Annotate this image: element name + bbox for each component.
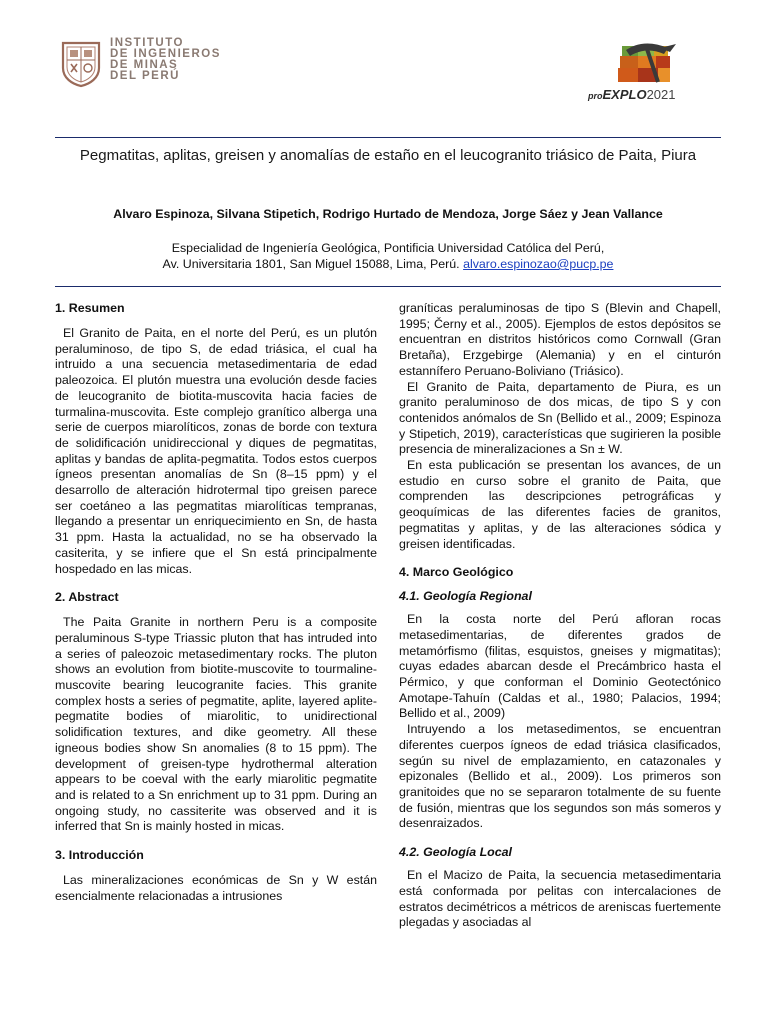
intro-paragraph: En esta publicación se presentan los avances, de un estudio en curso sobre el granito de Paita, que comprenden las descripciones petrográficas y geoquímicas de las diferentes facies de granitos, pegmatitas y aplitas, y de las alteraciones sódica y greisen identificadas.	[399, 458, 721, 551]
intro-paragraph: Las mineralizaciones económicas de Sn y W están esencialmente relacionadas a intrusiones	[55, 873, 377, 903]
institute-name-line: DE INGENIEROS	[110, 48, 221, 60]
section-heading: 4. Marco Geológico	[399, 565, 514, 580]
paper-title: Pegmatitas, aplitas, greisen y anomalías de estaño en el leucogranito triásico de Paita, Piura	[79, 147, 697, 164]
abstract-paragraph: The Paita Granite in northern Peru is a composite peraluminous S-type Triassic pluton that has intruded into a series of paleozoic metasedimentary rocks. The pluton shows an evolution from biotite-muscovite to tourmaline-muscovite bearing leucogranite facies. This granite complex hosts a series of pegmatite, aplite, layered aplite-pegmatite bodies of miarolitic, to unidirectional solidification textures, and dike geometry. All these igneous bodies show Sn anomalies (8 to 15 ppm). The development of greisen-type hydrothermal alteration appears to be coeval with the early miarolitic pegmatite and is related to a Sn enrichment up to 31 ppm. During an ongoing study, no cassiterite was observed and it is inferred that Sn is mainly hosted in micas.	[55, 615, 377, 834]
intro-paragraph: El Granito de Paita, departamento de Piura, es un granito peraluminoso de dos micas, de tipo S y con contenidos anómalos de Sn (Bellido et al., 2009; Espinoza y Stipetich, 2019), características que sugirieren la posible presencia de mineralizaciones a Sn ± W.	[399, 379, 721, 457]
section-heading: 3. Introducción	[55, 848, 144, 863]
section-heading: 1. Resumen	[55, 301, 125, 315]
subsection-heading: 4.1. Geología Regional	[399, 589, 532, 604]
local-paragraph: En el Macizo de Paita, la secuencia metasedimentaria está conformada por pelitas con intercalaciones de estratos decimétricos a métricos de areniscas fuertemente plegadas y asociadas al	[399, 868, 721, 930]
affiliation-line: Especialidad de Ingeniería Geológica, Pontificia Universidad Católica del Perú,	[171, 241, 605, 255]
resumen-paragraph: El Granito de Paita, en el norte del Perú, es un plutón peraluminoso, de tipo S, de edad triásica, el cual ha intruido a una secuencia metasedimentaria de edad paleozoica. El plutón muestra una evolución desde facies de leucogranito de biotita-muscovita hacia facies de turmalina-muscovita. Este complejo granítico alberga una serie de cuerpos miarolíticos, zonas de borde con textura de solidificación unidireccional y diques de pegmatitas, aplitas y bandas de aplita-pegmatita. Todos estos cuerpos ígneos presentan anomalías de Sn (8–15 ppm) y el desarrollo de alteración hidrotermal tipo greisen parece ser coetáneo a las pegmatitas miarolíticas tempranas, llegando a presentar un enriquecimiento en Sn, de hasta 31 ppm. Hasta la actualidad, no se ha observado la casiterita, y se infiere que el Sn está principalmente hospedado en las micas.	[55, 326, 377, 576]
regional-paragraph: Intruyendo a los metasedimentos, se encuentran diferentes cuerpos ígneos de edad triásica clasificados, según su nivel de emplazamiento, en catazonales y epizonales (Bellido et al., 2009). Los primeros son granitoides que no se separaron totalmente de su fuente de fusión, mientras que los segundos son más someros y desenraizados.	[399, 722, 721, 831]
institute-name	[110, 38, 270, 82]
proexplo-logo-icon	[606, 40, 682, 92]
proexplo-name: EXPLO	[602, 87, 647, 102]
header-divider	[55, 137, 721, 138]
institute-name-line: INSTITUTO	[110, 37, 184, 49]
proexplo-prefix: pro	[588, 91, 603, 101]
institute-crest-logo	[60, 40, 102, 88]
proexplo-wordmark	[588, 86, 676, 104]
section-heading: 2. Abstract	[55, 590, 119, 605]
paper-affiliation	[55, 240, 721, 272]
left-column	[55, 300, 377, 905]
institute-name-line: DE MINAS	[110, 59, 179, 71]
affiliation-divider	[55, 286, 721, 287]
institute-name-line: DEL PERÚ	[110, 70, 180, 82]
affiliation-address: Av. Universitaria 1801, San Miguel 15088, Lima, Perú.	[162, 257, 460, 271]
proexplo-year: 2021	[646, 87, 676, 102]
author-email-link[interactable]: alvaro.espinozao@pucp.pe	[463, 257, 614, 271]
regional-paragraph: En la costa norte del Perú afloran rocas metasedimentarias, de diferentes grados de metamórfismo (filitas, esquistos, gneises y migmatitas); cuyas edades abarcan desde el Precámbrico hasta el Pérmico, y que conforman el Dominio Geotectónico Amotape-Tahuín (Caldas et al., 1980; Palacios, 1994; Bellido et al., 2009)	[399, 612, 721, 721]
right-column	[399, 301, 721, 931]
page-header	[0, 0, 768, 130]
subsection-heading: 4.2. Geología Local	[399, 845, 512, 860]
affiliation-line	[55, 256, 721, 272]
intro-paragraph-continued: graníticas peraluminosas de tipo S (Blevin and Chapell, 1995; Černy et al., 2005). Ejemplos de estos depósitos se encuentran en distritos históricos como Cornwall (Gran Bretaña), Erzgebirge (Alemania) y en el cinturón estannífero Peruano-Boliviano (Triásico).	[399, 301, 721, 378]
paper-authors: Alvaro Espinoza, Silvana Stipetich, Rodrigo Hurtado de Mendoza, Jorge Sáez y Jean Vallance	[113, 207, 663, 221]
